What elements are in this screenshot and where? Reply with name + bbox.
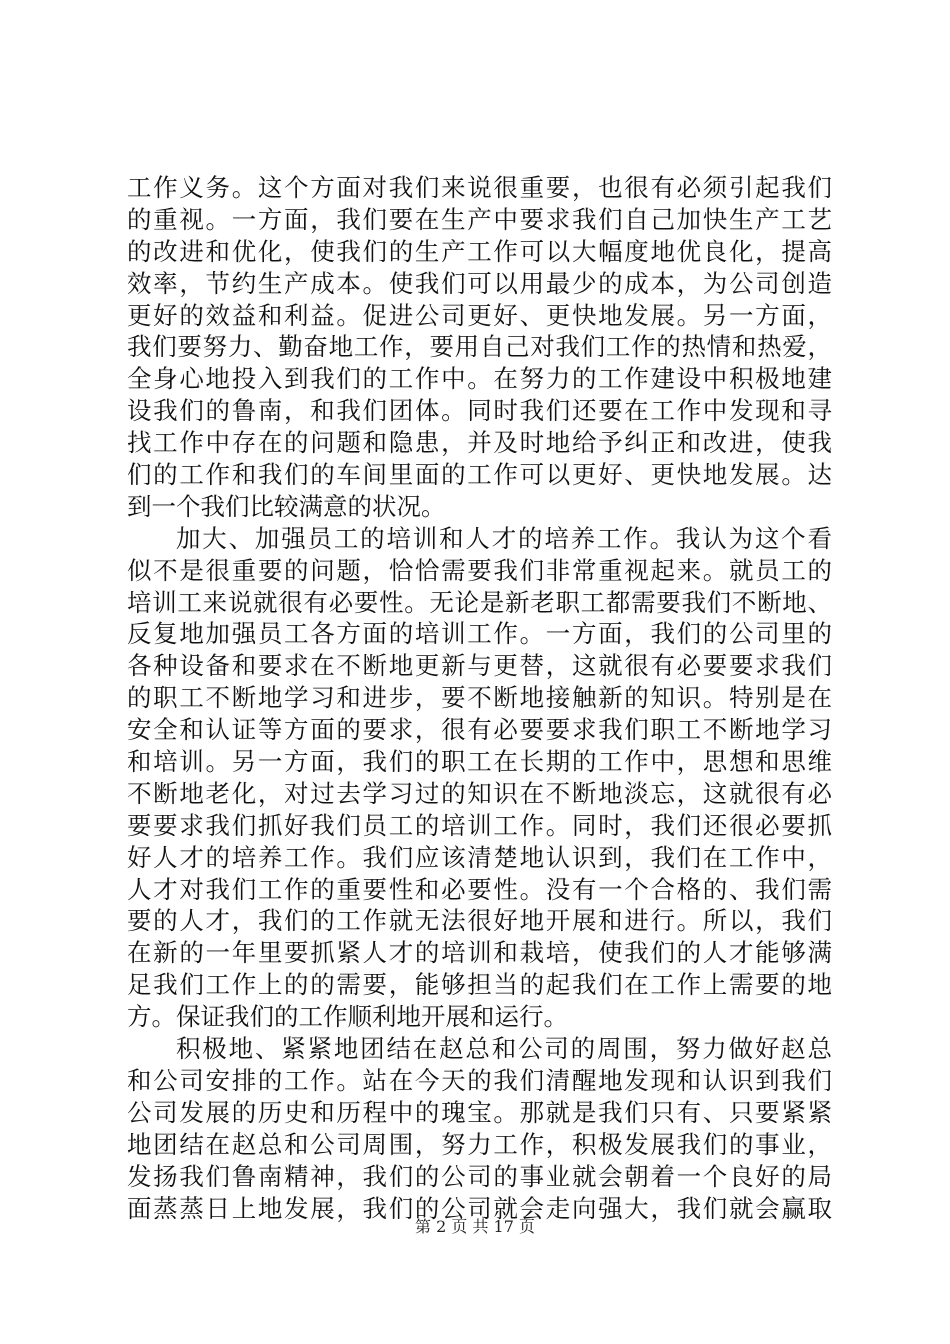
paragraph — [127, 1033, 832, 1224]
text-line: 安全和认证等方面的要求，很有必要要求我们职工不断地学习 — [127, 715, 832, 745]
paragraph — [127, 523, 832, 1033]
text-line: 似不是很重要的问题，恰恰需要我们非常重视起来。就员工的 — [127, 555, 832, 585]
text-line: 设我们的鲁南，和我们团体。同时我们还要在工作中发现和寻 — [127, 396, 832, 426]
body-text — [127, 172, 832, 1224]
text-line: 全身心地投入到我们的工作中。在努力的工作建设中积极地建 — [127, 364, 832, 394]
text-line: 我们要努力、勤奋地工作，要用自己对我们工作的热情和热爱， — [127, 332, 832, 362]
text-line: 工作义务。这个方面对我们来说很重要，也很有必须引起我们 — [127, 173, 832, 202]
page-number: 第 2 页 共 17 页 — [415, 1217, 535, 1236]
text-line: 不断地老化，对过去学习过的知识在不断地淡忘，这就很有必 — [127, 778, 832, 808]
text-line: 方。保证我们的工作顺利地开展和运行。 — [127, 1002, 568, 1032]
text-line: 加大、加强员工的培训和人才的培养工作。我认为这个看 — [176, 523, 832, 553]
text-line: 到一个我们比较满意的状况。 — [127, 491, 446, 521]
text-line: 的改进和优化，使我们的生产工作可以大幅度地优良化，提高 — [127, 236, 832, 266]
text-line: 反复地加强员工各方面的培训工作。一方面，我们的公司里的 — [127, 619, 832, 649]
text-line: 公司发展的历史和历程中的瑰宝。那就是我们只有、只要紧紧 — [127, 1097, 832, 1127]
text-line: 积极地、紧紧地团结在赵总和公司的周围，努力做好赵总 — [176, 1034, 832, 1064]
text-line: 要要求我们抓好我们员工的培训工作。同时，我们还很必要抓 — [127, 810, 832, 840]
text-line: 人才对我们工作的重要性和必要性。没有一个合格的、我们需 — [127, 874, 832, 904]
text-line: 足我们工作上的的需要，能够担当的起我们在工作上需要的地 — [127, 970, 832, 1000]
text-line: 培训工来说就很有必要性。无论是新老职工都需要我们不断地、 — [127, 587, 832, 617]
text-line: 和公司安排的工作。站在今天的我们清醒地发现和认识到我们 — [127, 1065, 832, 1095]
text-line: 好人才的培养工作。我们应该清楚地认识到，我们在工作中， — [127, 842, 832, 872]
text-line: 效率，节约生产成本。使我们可以用最少的成本，为公司创造 — [127, 268, 832, 298]
text-line: 的重视。一方面，我们要在生产中要求我们自己加快生产工艺 — [127, 204, 832, 234]
text-line: 找工作中存在的问题和隐患，并及时地给予纠正和改进，使我 — [127, 428, 832, 458]
text-line: 更好的效益和利益。促进公司更好、更快地发展。另一方面， — [127, 300, 832, 330]
text-line: 地团结在赵总和公司周围，努力工作，积极发展我们的事业， — [127, 1129, 832, 1159]
text-line: 在新的一年里要抓紧人才的培训和栽培，使我们的人才能够满 — [127, 938, 832, 968]
text-line: 的职工不断地学习和进步，要不断地接触新的知识。特别是在 — [127, 683, 832, 713]
paragraph — [127, 172, 832, 523]
text-line: 要的人才，我们的工作就无法很好地开展和进行。所以，我们 — [127, 906, 832, 936]
text-line: 面蒸蒸日上地发展，我们的公司就会走向强大，我们就会赢取 — [127, 1193, 832, 1223]
text-line: 发扬我们鲁南精神，我们的公司的事业就会朝着一个良好的局 — [127, 1161, 832, 1191]
text-line: 各种设备和要求在不断地更新与更替，这就很有必要要求我们 — [127, 651, 832, 681]
text-line: 们的工作和我们的车间里面的工作可以更好、更快地发展。达 — [127, 460, 832, 490]
text-line: 和培训。另一方面，我们的职工在长期的工作中，思想和思维 — [127, 747, 832, 777]
page-footer — [0, 1214, 950, 1237]
